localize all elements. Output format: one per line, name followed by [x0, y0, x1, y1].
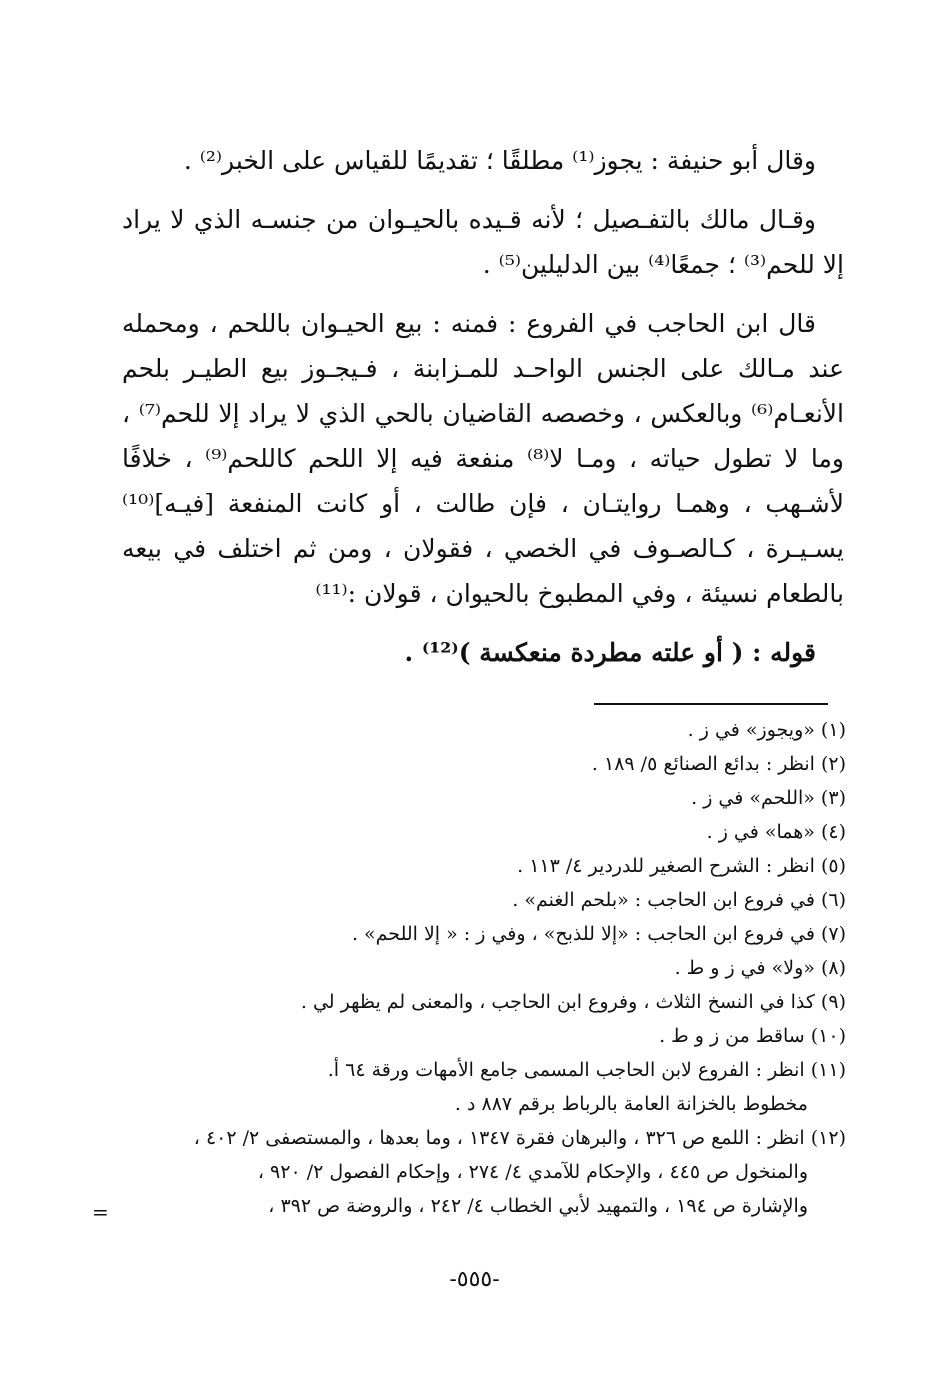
footnote-12-line-2: والمنخول ص ٤٤٥ ، والإحكام للآمدي ٤/ ٢٧٤ ، وإحكام الفصول ٢/ ٩٢٠ ، — [257, 1161, 808, 1183]
paragraph-malik: وقـال مالك بالتفـصيل ؛ لأنه قـيده بالحيـوان من جنسـه الذي لا يراد إلا للحم⁽³⁾ ؛ جمعًا⁽⁴⁾ بين الدليلين⁽⁵⁾ . — [122, 205, 844, 279]
paragraph-abu-hanifa: وقال أبو حنيفة : يجوز⁽¹⁾ مطلقًا ؛ تقديمًا للقياس على الخبر⁽²⁾ . — [183, 146, 816, 175]
footnote-12: (١٢) انظر : اللمع ص ٣٢٦ ، والبرهان فقرة ١٣٤٧ ، وما بعدها ، والمستصفى ٢/ ٤٠٢ ، — [193, 1127, 846, 1149]
main-text — [122, 138, 844, 689]
page-number: -٥٥٥- — [449, 1267, 500, 1292]
footnote-6: (٦) في فروع ابن الحاجب : «بلحم الغنم» . — [512, 889, 846, 911]
footnote-12-line-3: والإشارة ص ١٩٤ ، والتمهيد لأبي الخطاب ٤/ ٢٤٢ ، والروضة ص ٣٩٢ ، — [268, 1195, 808, 1217]
footnote-11-continuation: مخطوط بالخزانة العامة بالرباط برقم ٨٨٧ د . — [454, 1093, 808, 1115]
section-heading: قوله : ( أو علته مطردة منعكسة )⁽¹²⁾ . — [404, 638, 816, 667]
footnote-9: (٩) كذا في النسخ الثلاث ، وفروع ابن الحاجب ، والمعنى لم يظهر لي . — [300, 991, 846, 1013]
footnote-2: (٢) انظر : بدائع الصنائع ٥/ ١٨٩ . — [591, 753, 846, 775]
footnote-8: (٨) «ولا» في ز و ط . — [674, 957, 846, 979]
footnote-10: (١٠) ساقط من ز و ط . — [659, 1025, 846, 1047]
footnote-1: (١) «ويجوز» في ز . — [687, 719, 846, 741]
footnote-5: (٥) انظر : الشرح الصغير للدردير ٤/ ١١٣ . — [517, 855, 846, 877]
footnote-7: (٧) في فروع ابن الحاجب : «إلا للذبح» ، وفي ز : « إلا اللحم» . — [351, 923, 846, 945]
footnote-4: (٤) «هما» في ز . — [706, 821, 846, 843]
footnote-3: (٣) «اللحم» في ز . — [691, 787, 846, 809]
footnote-11: (١١) انظر : الفروع لابن الحاجب المسمى جامع الأمهات ورقة ٦٤ أ. — [327, 1059, 846, 1081]
continuation-mark: = — [92, 1200, 109, 1224]
footnote-separator — [594, 703, 828, 705]
footnotes-list — [98, 713, 846, 1223]
paragraph-ibn-al-hajib: قال ابن الحاجب في الفروع : فمنه : بيع الحيـوان باللحم ، ومحمله عند مـالك على الجنس الواحـد للمـزابنة ، فـيجـوز بيع الطيـر بلحم الأنعـام⁽⁶⁾ وبالعكس ، وخصصه القاضيان بالحي الذي لا يراد إلا للحم⁽⁷⁾ ، وما لا تطول حياته ، ومـا لا⁽⁸⁾ منفعة فيه إلا اللحم كاللحم⁽⁹⁾ ، خلافًا لأشـهب ، وهمـا روايتـان ، فإن طالت ، أو كانت المنفعة [فيـه]⁽¹⁰⁾ يسـيـرة ، كـالصـوف في الخصي ، فقولان ، ومن ثم اختلف في بيعه بالطعام نسيئة ، وفي المطبوخ بالحيوان ، قولان :⁽¹¹⁾ — [122, 309, 844, 608]
